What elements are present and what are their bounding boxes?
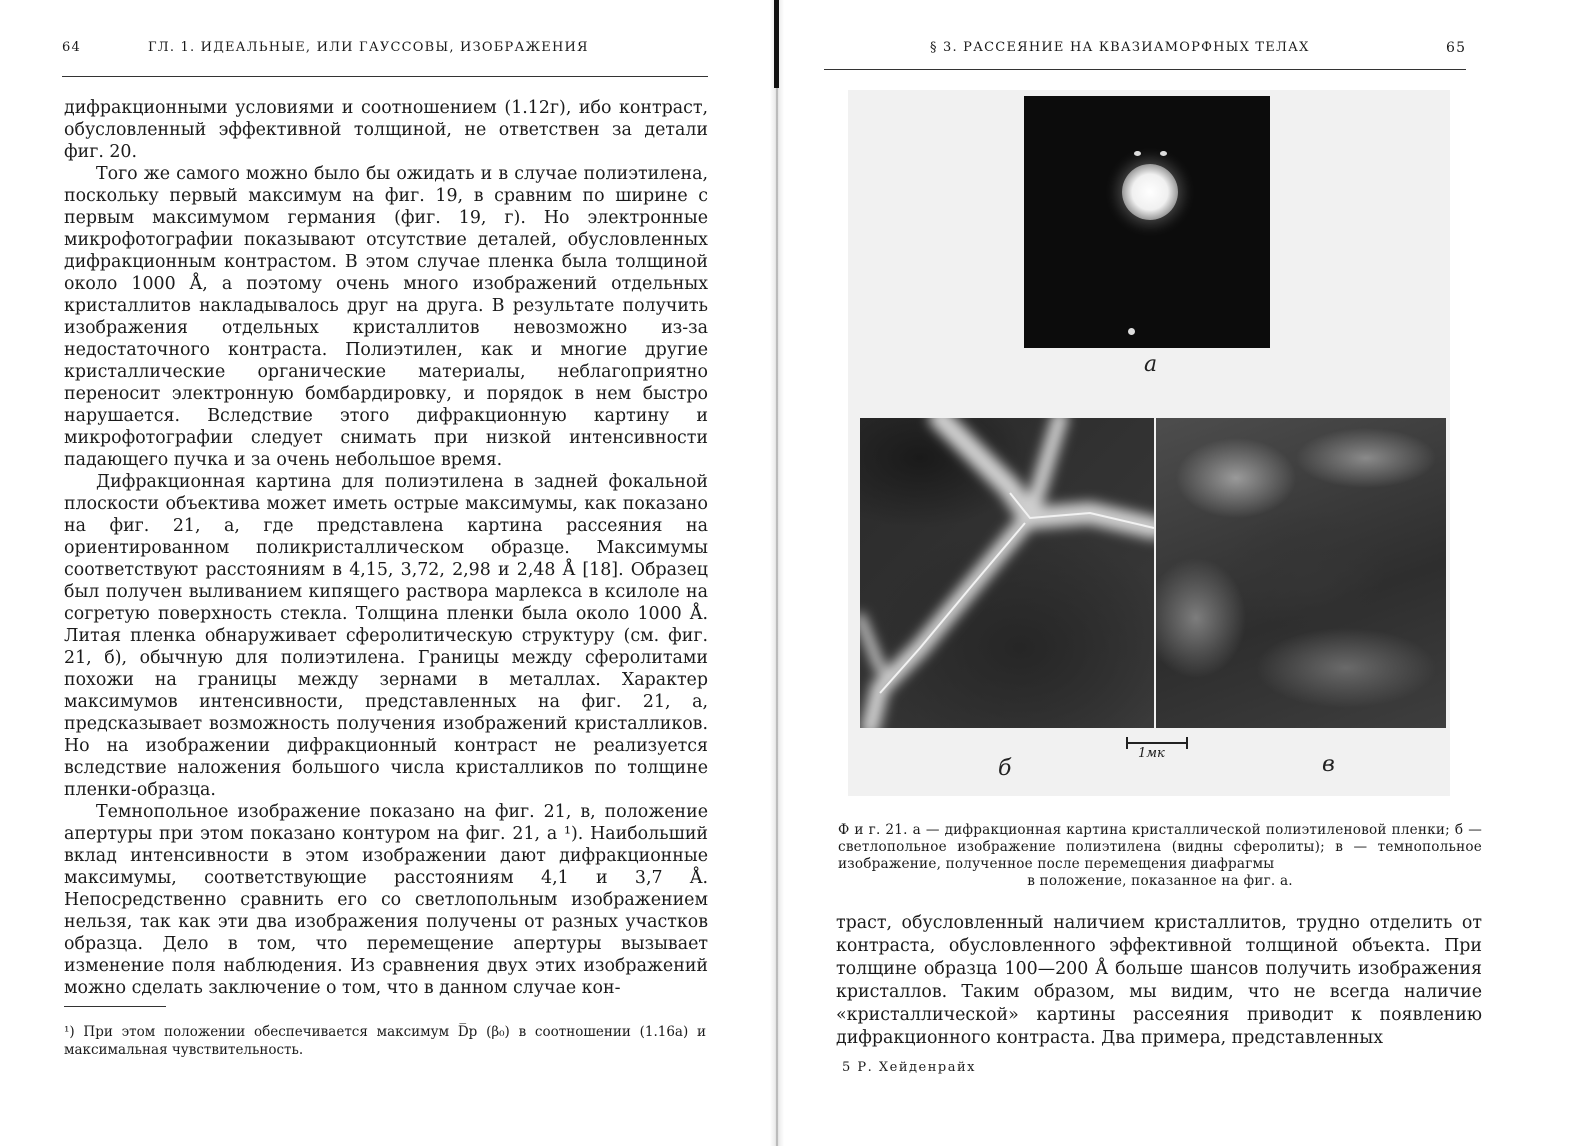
diffraction-pattern-image: [1024, 96, 1270, 348]
right-running-head: § 3. РАССЕЯНИЕ НА КВАЗИАМОРФНЫХ ТЕЛАХ: [930, 40, 1310, 55]
diffraction-spot: [1128, 328, 1135, 335]
diffraction-spot: [1160, 151, 1167, 156]
paragraph: траст, обусловленный наличием кристаллитов, трудно отделить от контраста, обусловленного эффективной толщиной объекта. При толщине образца 100—200 Å больше шансов получить изображения кристаллов. Таким образом, мы видим, что не всегда наличие «кристаллической» картины рассеяния приводит к появлению дифракционного контраста. Два примера, представленных: [836, 913, 1482, 1048]
book-gutter: [770, 0, 784, 1146]
paragraph: Темнопольное изображение показано на фиг. 21, в, положение апертуры при этом показано контуром на фиг. 21, а ¹). Наибольший вклад интенсивности в этом изображении дают дифракционные максимумы, соответствующие расстояниям 4,1 и 3,7 Å. Непосредственно сравнить его со светлопольным изображением нельзя, так как эти два изображения получены от разных участков образца. Дело в том, что перемещение апертуры вызывает изменение поля наблюдения. Из сравнения двух этих изображений можно сделать заключение о том, что в данном случае кон-: [64, 802, 708, 998]
central-spot: [1122, 164, 1178, 220]
footnote: ¹) При этом положении обеспечивается максимум D̅p (β₀) в соотношении (1.16а) и максимальная чувствительность.: [64, 1024, 706, 1058]
bright-field-image: [860, 418, 1154, 728]
figure-label-c: в: [1322, 752, 1335, 777]
figure-label-b: б: [998, 756, 1012, 781]
scale-label: 1мк: [1138, 746, 1165, 761]
figure-label-a: а: [1144, 352, 1158, 377]
caption-last-line: в положение, показанное на фиг. а.: [1027, 873, 1293, 889]
paragraph: Дифракционная картина для полиэтилена в задней фокальной плоскости объектива может иметь острые максимумы, как показано на фиг. 21, а, где представлена картина рассеяния на ориентированном поликристаллическом образце. Максимумы соответствуют расстояниям в 4,15, 3,72, 2,98 и 2,48 Å [18]. Образец был получен выливанием кипящего раствора марлекса в ксилоле на согретую поверхность стекла. Толщина пленки была около 1000 Å. Литая пленка обнаруживает сферолитическую структуру (см. фиг. 21, б), обычную для полиэтилена. Границы между сферолитами похожи на границы между зернами в металлах. Характер максимумов интенсивности, представленных на фиг. 21, а, предсказывает возможность получения изображений кристалликов. Но на изображении дифракционный контраст не реализуется вследствие наложения большого числа кристалликов по толщине пленки-образца.: [64, 472, 708, 800]
diffraction-spot: [1134, 151, 1141, 156]
right-header-rule: [824, 69, 1466, 70]
footnote-rule: [64, 1006, 166, 1007]
figure-21: [848, 90, 1450, 796]
spherulite-boundaries: [860, 418, 1154, 728]
right-body: [836, 912, 1482, 1050]
left-header-rule: [62, 76, 708, 77]
scale-bar: [1126, 742, 1188, 744]
left-running-head: ГЛ. 1. ИДЕАЛЬНЫЕ, ИЛИ ГАУССОВЫ, ИЗОБРАЖЕНИЯ: [148, 40, 589, 55]
signature-mark: 5 Р. Хейденрайх: [842, 1060, 976, 1075]
gutter-shadow: [774, 0, 779, 88]
left-body: [64, 97, 708, 999]
paragraph: дифракционными условиями и соотношением (1.12г), ибо контраст, обусловленный эффективной толщиной, не ответствен за детали фиг. 20.: [64, 98, 708, 162]
right-page-number: 65: [1446, 40, 1467, 56]
figure-caption: [838, 822, 1482, 890]
caption-text: Ф и г. 21. а — дифракционная картина кристаллической полиэтиленовой пленки; б — светлопольное изображение полиэтилена (видны сферолиты); в — темнопольное изображение, полученное после перемещения диафрагмы: [838, 822, 1482, 872]
dark-field-image: [1156, 418, 1446, 728]
left-page-number: 64: [62, 40, 81, 55]
paragraph: Того же самого можно было бы ожидать и в случае полиэтилена, поскольку первый максимум на фиг. 19, в сравним по ширине с первым максимумом германия (фиг. 19, г). Но электронные микрофотографии показывают отсутствие деталей, обусловленных дифракционным контрастом. В этом случае пленка была толщиной около 1000 Å, а поэтому очень много изображений отдельных кристаллитов накладывалось друг на друга. В результате получить изображения отдельных кристаллитов невозможно из-за недостаточного контраста. Полиэтилен, как и многие другие кристаллические органические материалы, неблагоприятно переносит электронную бомбардировку, и порядок в нем быстро нарушается. Вследствие этого дифракционную картину и микрофотографии следует снимать при низкой интенсивности падающего пучка и за очень небольшое время.: [64, 164, 708, 470]
